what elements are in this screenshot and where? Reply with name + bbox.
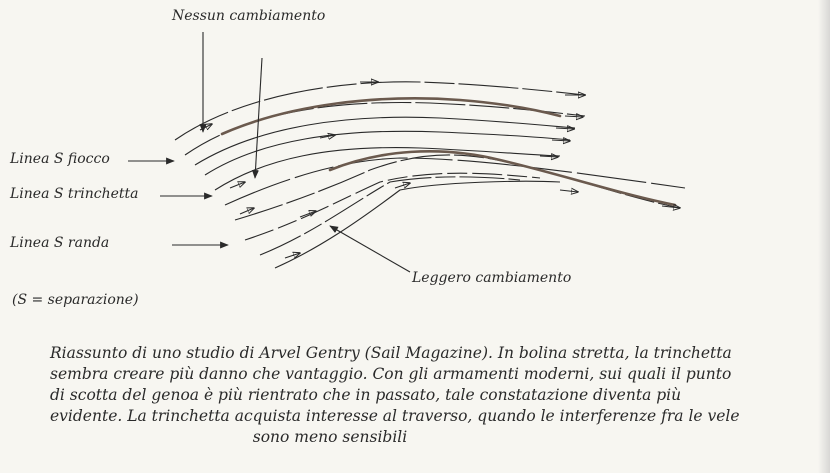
streamline (185, 103, 585, 155)
caption-line: sono meno sensibili (252, 428, 408, 446)
label-nessun-cambiamento: Nessun cambiamento (172, 8, 326, 24)
streamlines (175, 82, 685, 268)
streamline (225, 158, 685, 205)
nessun-cambiamento-arrow-2 (255, 58, 262, 178)
streamline (245, 173, 540, 240)
streamline (195, 117, 575, 165)
label-linea-s-randa: Linea S randa (10, 235, 110, 251)
caption-line: Riassunto di uno studio di Arvel Gentry (Sail Magazine). In bolina stretta, la trinchetta (50, 344, 732, 362)
caption-line: sembra creare più danno che vantaggio. Con gli armamenti moderni, sui quali il punto (50, 365, 732, 383)
label-leggero-cambiamento: Leggero cambiamento (412, 270, 572, 286)
caption-line: evidente. La trinchetta acquista interesse al traverso, quando le interferenze fra le vele (50, 407, 740, 425)
scan-edge-shadow (818, 0, 830, 473)
label-linea-s-trinchetta: Linea S trinchetta (10, 186, 139, 202)
label-legend-s-separazione: (S = separazione) (12, 292, 139, 308)
streamline (260, 177, 520, 255)
label-linea-s-fiocco: Linea S fiocco (10, 151, 110, 167)
fiocco-sail (222, 98, 560, 134)
caption-line: di scotta del genoa è più rientrato che in passato, tale constatazione diventa più (50, 386, 682, 404)
sails (222, 98, 675, 205)
leggero-cambiamento-pointer (330, 226, 410, 272)
streamline (275, 181, 560, 268)
figure-caption (50, 343, 740, 448)
flow-arrows (200, 82, 680, 258)
pointer-arrows (128, 32, 410, 272)
streamline (235, 155, 680, 220)
